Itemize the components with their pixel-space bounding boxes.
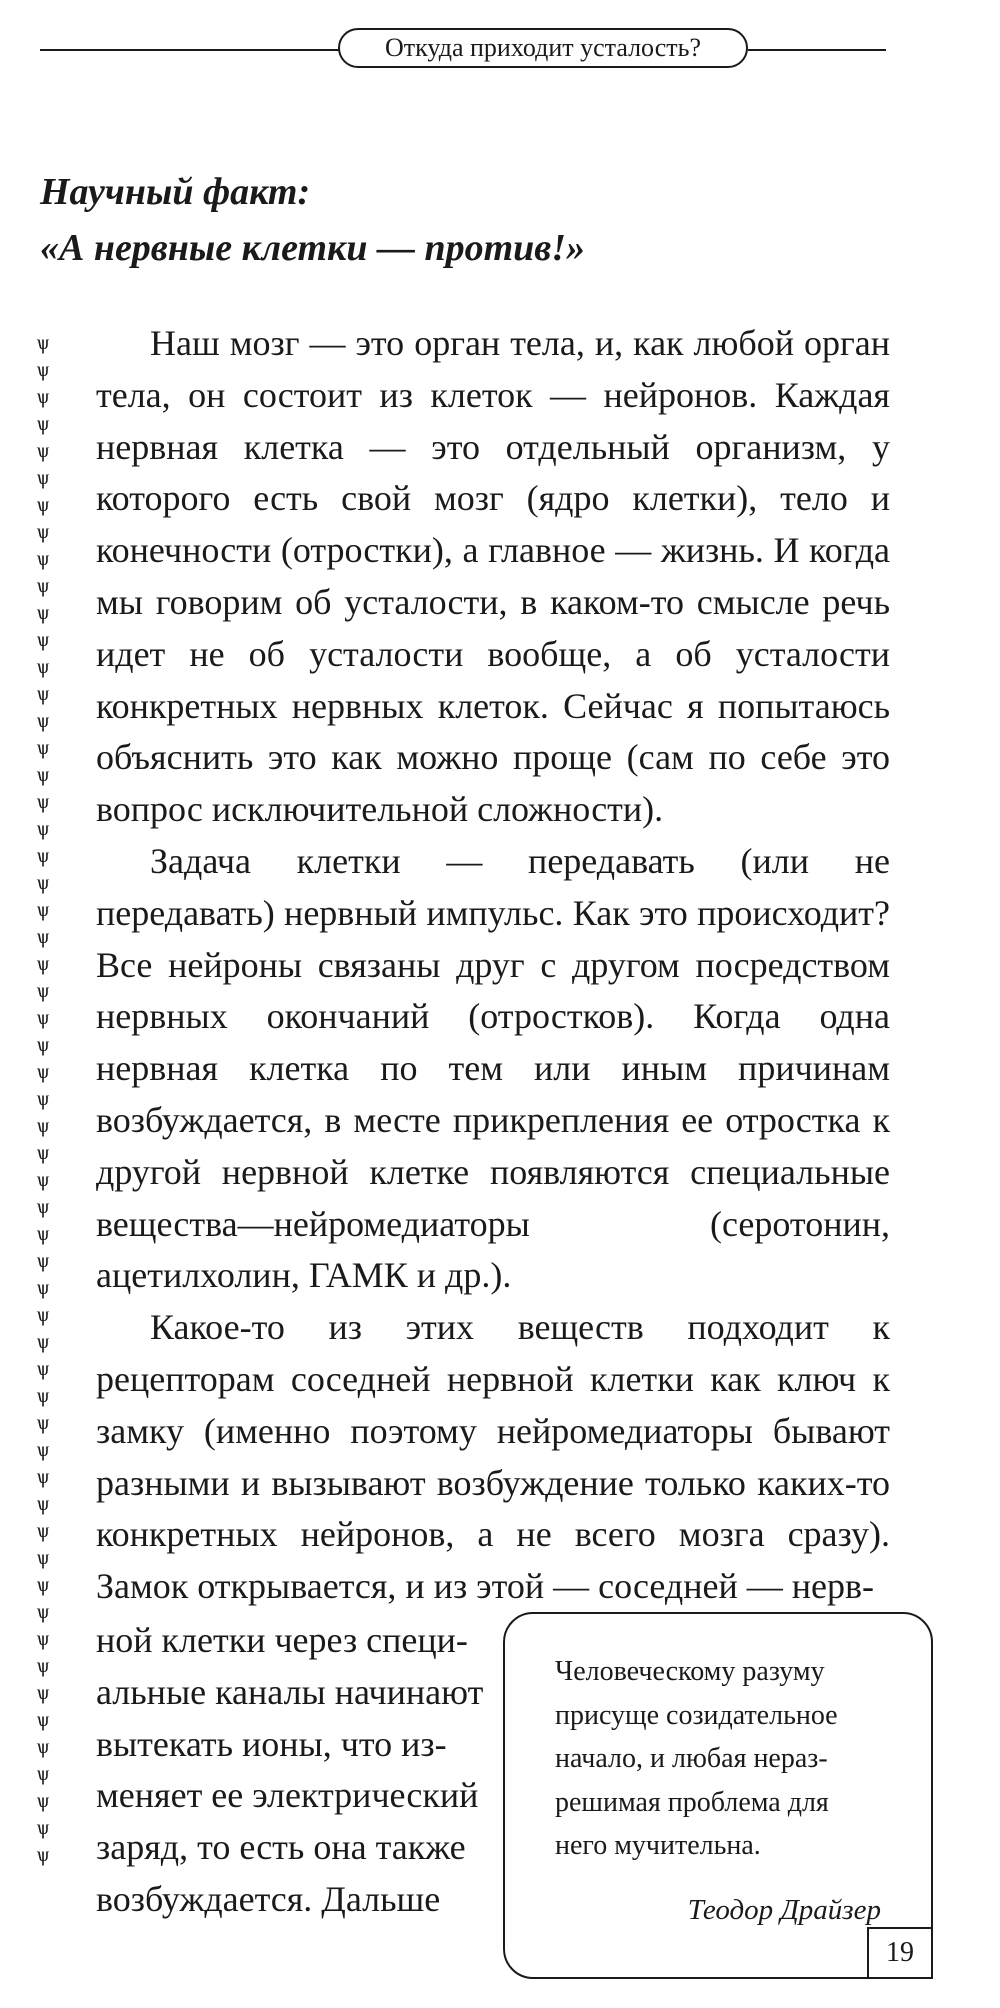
leaf-icon: ѱ xyxy=(36,629,50,651)
leaf-icon: ѱ xyxy=(36,1034,50,1056)
running-title: Откуда приходит усталость? xyxy=(338,28,748,68)
leaf-icon: ѱ xyxy=(36,656,50,678)
leaf-icon: ѱ xyxy=(36,1115,50,1137)
leaf-icon: ѱ xyxy=(36,1007,50,1029)
leaf-icon: ѱ xyxy=(36,737,50,759)
leaf-icon: ѱ xyxy=(36,494,50,516)
leaf-ornament-column xyxy=(32,330,54,1895)
leaf-icon: ѱ xyxy=(36,548,50,570)
leaf-icon: ѱ xyxy=(36,953,50,975)
leaf-icon: ѱ xyxy=(36,1439,50,1461)
leaf-icon: ѱ xyxy=(36,521,50,543)
leaf-icon: ѱ xyxy=(36,899,50,921)
header-rule-left xyxy=(40,49,340,51)
quote-line: присуще созидательное xyxy=(555,1699,838,1731)
leaf-icon: ѱ xyxy=(36,602,50,624)
leaf-icon: ѱ xyxy=(36,467,50,489)
leaf-icon: ѱ xyxy=(36,1763,50,1785)
wrapped-line: альные каналы начинают xyxy=(96,1671,484,1712)
leaf-icon: ѱ xyxy=(36,1790,50,1812)
page-number: 19 xyxy=(867,1927,933,1979)
leaf-icon: ѱ xyxy=(36,1196,50,1218)
leaf-icon: ѱ xyxy=(36,413,50,435)
leaf-icon: ѱ xyxy=(36,845,50,867)
leaf-icon: ѱ xyxy=(36,1709,50,1731)
wrapped-line: заряд, то есть она также xyxy=(96,1827,466,1868)
leaf-icon: ѱ xyxy=(36,1844,50,1866)
leaf-icon: ѱ xyxy=(36,980,50,1002)
quote-line: решимая проблема для xyxy=(555,1786,829,1818)
leaf-icon: ѱ xyxy=(36,1412,50,1434)
section-heading xyxy=(40,164,585,276)
leaf-icon: ѱ xyxy=(36,386,50,408)
leaf-icon: ѱ xyxy=(36,1736,50,1758)
body-text xyxy=(96,318,890,1613)
wrapped-line: возбуждается. Дальше xyxy=(96,1878,441,1919)
leaf-icon: ѱ xyxy=(36,1223,50,1245)
quote-author: Теодор Драйзер xyxy=(687,1894,881,1926)
wrapped-line: вытекать ионы, что из- xyxy=(96,1723,447,1764)
leaf-icon: ѱ xyxy=(36,683,50,705)
wrapped-text-column xyxy=(96,1615,496,1926)
heading-line-2: «А нервные клетки — против!» xyxy=(40,227,586,269)
leaf-icon: ѱ xyxy=(36,359,50,381)
leaf-icon: ѱ xyxy=(36,1628,50,1650)
leaf-icon: ѱ xyxy=(36,791,50,813)
leaf-icon: ѱ xyxy=(36,1817,50,1839)
leaf-icon: ѱ xyxy=(36,1088,50,1110)
leaf-icon: ѱ xyxy=(36,1142,50,1164)
leaf-icon: ѱ xyxy=(36,1277,50,1299)
quote-text xyxy=(555,1650,915,1868)
leaf-icon: ѱ xyxy=(36,818,50,840)
leaf-icon: ѱ xyxy=(36,1682,50,1704)
quote-line: Человеческому разуму xyxy=(555,1656,825,1687)
header-rule-right xyxy=(748,49,886,51)
leaf-icon: ѱ xyxy=(36,764,50,786)
leaf-icon: ѱ xyxy=(36,926,50,948)
leaf-icon: ѱ xyxy=(36,710,50,732)
leaf-icon: ѱ xyxy=(36,1601,50,1623)
wrapped-line: ной клетки через специ- xyxy=(96,1620,468,1660)
leaf-icon: ѱ xyxy=(36,332,50,354)
wrapped-line: меняет ее электрический xyxy=(96,1775,479,1816)
leaf-icon: ѱ xyxy=(36,575,50,597)
quote-line: него мучительна. xyxy=(555,1830,761,1861)
heading-line-1: Научный факт: xyxy=(40,171,311,213)
leaf-icon: ѱ xyxy=(36,1520,50,1542)
leaf-icon: ѱ xyxy=(36,1493,50,1515)
quote-line: начало, и любая нераз- xyxy=(555,1743,828,1774)
leaf-icon: ѱ xyxy=(36,1061,50,1083)
leaf-icon: ѱ xyxy=(36,1655,50,1677)
leaf-icon: ѱ xyxy=(36,1304,50,1326)
paragraph-2: Задача клетки — передавать (или не передавать) нервный импульс. Как это происходит? Все нейроны связаны друг с другом посредством нервных окончаний (отростков). Когда одна нервная клетка по тем или иным причинам возбуждается, в месте прикрепления ее отростка к другой нервной клетке появляются специальные вещества—нейромедиаторы (серотонин, ацетилхолин, ГАМК и др.). xyxy=(96,840,890,1296)
leaf-icon: ѱ xyxy=(36,1250,50,1272)
leaf-icon: ѱ xyxy=(36,1331,50,1353)
leaf-icon: ѱ xyxy=(36,872,50,894)
paragraph-1: Наш мозг — это орган тела, и, как любой орган тела, он состоит из клеток — нейронов. Каждая нервная клетка — это отдельный организм, у которого есть свой мозг (ядро клетки), тело и конечности (отростки), а главное — жизнь. И когда мы говорим об усталости, в каком-то смысле речь идет не об усталости вообще, а об усталости конкретных нервных клеток. Сейчас я попытаюсь объяснить это как можно проще (сам по себе это вопрос исключительной сложности). xyxy=(96,323,890,830)
leaf-icon: ѱ xyxy=(36,1574,50,1596)
paragraph-3: Какое-то из этих веществ подходит к рецепторам соседней нервной клетки как ключ к замку (именно поэтому нейромедиаторы бывают разными и вызывают возбуждение только каких-то конкретных нейронов, а не всего мозга сразу). Замок открывается, и из этой — соседней — нерв- xyxy=(96,1307,890,1607)
leaf-icon: ѱ xyxy=(36,1385,50,1407)
quote-box xyxy=(503,1612,933,1979)
leaf-icon: ѱ xyxy=(36,1169,50,1191)
leaf-icon: ѱ xyxy=(36,440,50,462)
leaf-icon: ѱ xyxy=(36,1358,50,1380)
leaf-icon: ѱ xyxy=(36,1547,50,1569)
leaf-icon: ѱ xyxy=(36,1466,50,1488)
